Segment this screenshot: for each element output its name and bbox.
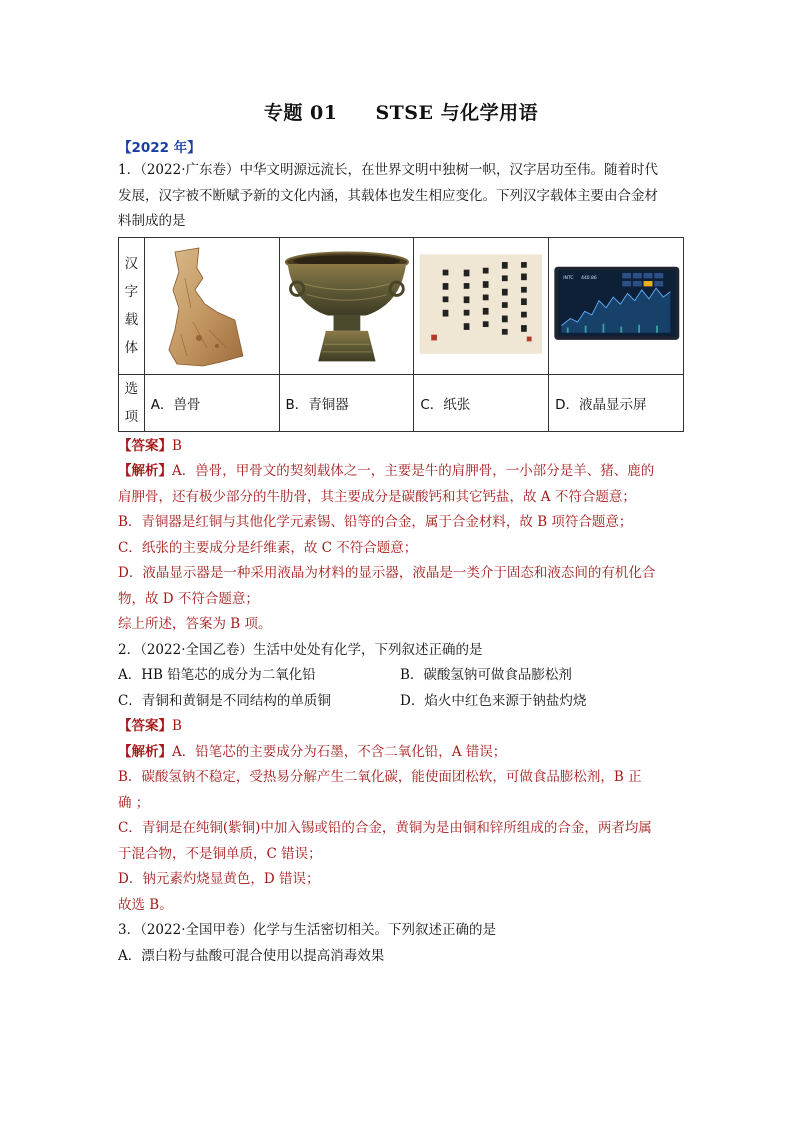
q2-analysis-line: D．钠元素灼烧显黄色，D 错误； bbox=[118, 871, 320, 887]
q2-analysis-line: 【解析】A．铅笔芯的主要成分为石墨，不含二氧化铅，A 错误； bbox=[118, 743, 507, 760]
question-list bbox=[118, 158, 684, 969]
q2-option-c: C．青铜和黄铜是不同结构的单质铜 bbox=[118, 692, 331, 709]
row-header-carrier: 汉 字 载 体 bbox=[119, 237, 145, 374]
q1-analysis-line: 肩胛骨，还有极少部分的牛肋骨，其主要成分是碳酸钙和其它钙盐，故 A 不符合题意； bbox=[118, 488, 636, 505]
q1-analysis-line: 综上所述，答案为 B 项。 bbox=[118, 616, 272, 632]
bronze-vessel-cell bbox=[279, 237, 414, 374]
q1-options-table bbox=[118, 237, 684, 432]
year-tag: 【2022 年】 bbox=[118, 140, 201, 156]
q2-stem: 2．（2022·全国乙卷）生活中处处有化学，下列叙述正确的是 bbox=[118, 641, 483, 658]
option-d: D．液晶显示屏 bbox=[549, 374, 684, 431]
animal-bone-cell bbox=[144, 237, 279, 374]
bronze-vessel-image bbox=[280, 238, 414, 374]
q1-analysis-line: B．青铜器是红铜与其他化学元素锡、铅等的合金，属于合金材料，故 B 项符合题意； bbox=[118, 514, 633, 530]
q3-stem: 3．（2022·全国甲卷）化学与生活密切相关。下列叙述正确的是 bbox=[118, 922, 496, 938]
calligraphy-paper-cell bbox=[414, 237, 549, 374]
screen-ticker: INTC bbox=[563, 275, 574, 281]
q3-option-a: A．漂白粉与盐酸可混合使用以提高消毒效果 bbox=[118, 947, 385, 964]
screen-price: 440.86 bbox=[581, 275, 597, 281]
q2-option-b: B．碳酸氢钠可做食品膨松剂 bbox=[400, 667, 572, 683]
q2-analysis-line: C．青铜是在纯铜(紫铜)中加入锡或铅的合金，黄铜为是由铜和锌所组成的合金，两者均属 bbox=[118, 820, 652, 836]
q2-options-row bbox=[118, 689, 684, 715]
option-c: C．纸张 bbox=[414, 374, 549, 431]
q1-analysis-line: D．液晶显示器是一种采用液晶为材料的显示器，液晶是一类介于固态和液态间的有机化合 bbox=[118, 565, 656, 581]
q2-analysis-line: 于混合物，不是铜单质，C 错误； bbox=[118, 845, 322, 862]
q2-option-d: D．焰火中红色来源于钠盐灼烧 bbox=[400, 692, 587, 709]
q2-analysis-line: 确 ； bbox=[118, 794, 150, 811]
lcd-screen-image bbox=[549, 238, 683, 374]
q1-answer: 【答案】B bbox=[118, 437, 182, 454]
q1-analysis-line: 【解析】A．兽骨，甲骨文的契刻载体之一，主要是牛的肩胛骨，一小部分是羊、猪、鹿的 bbox=[118, 463, 655, 479]
title-topic-number: 专题 01 bbox=[263, 102, 338, 124]
q2-analysis-line: B．碳酸氢钠不稳定，受热易分解产生二氧化碳，能使面团松软，可做食品膨松剂，B 正 bbox=[118, 769, 642, 785]
q2-answer: 【答案】B bbox=[118, 718, 182, 734]
q1-analysis-line: 物，故 D 不符合题意； bbox=[118, 590, 259, 607]
animal-bone-image bbox=[145, 238, 279, 374]
q1-stem-line: 发展，汉字被不断赋予新的文化内涵，其载体也发生相应变化。下列汉字载体主要由合金材 bbox=[118, 187, 658, 204]
q1-stem-line: 1．（2022·广东卷）中华文明源远流长，在世界文明中独树一帜，汉字居功至伟。随着时代 bbox=[118, 162, 658, 178]
page-title bbox=[118, 98, 684, 125]
q2-analysis-line: 故选 B。 bbox=[118, 896, 173, 913]
q1-analysis-line: C．纸张的主要成分是纤维素，故 C 不符合题意； bbox=[118, 539, 418, 556]
calligraphy-paper-image bbox=[414, 238, 548, 374]
q2-option-a: A．HB 铅笔芯的成分为二氧化铅 bbox=[118, 667, 316, 683]
q1-stem-line: 料制成的是 bbox=[118, 213, 186, 229]
lcd-screen-cell bbox=[549, 237, 684, 374]
row-header-options: 选 项 bbox=[119, 374, 145, 431]
q2-options-row bbox=[118, 663, 684, 689]
title-topic-name: STSE 与化学用语 bbox=[375, 102, 539, 124]
option-a: A．兽骨 bbox=[144, 374, 279, 431]
option-b: B．青铜器 bbox=[279, 374, 414, 431]
